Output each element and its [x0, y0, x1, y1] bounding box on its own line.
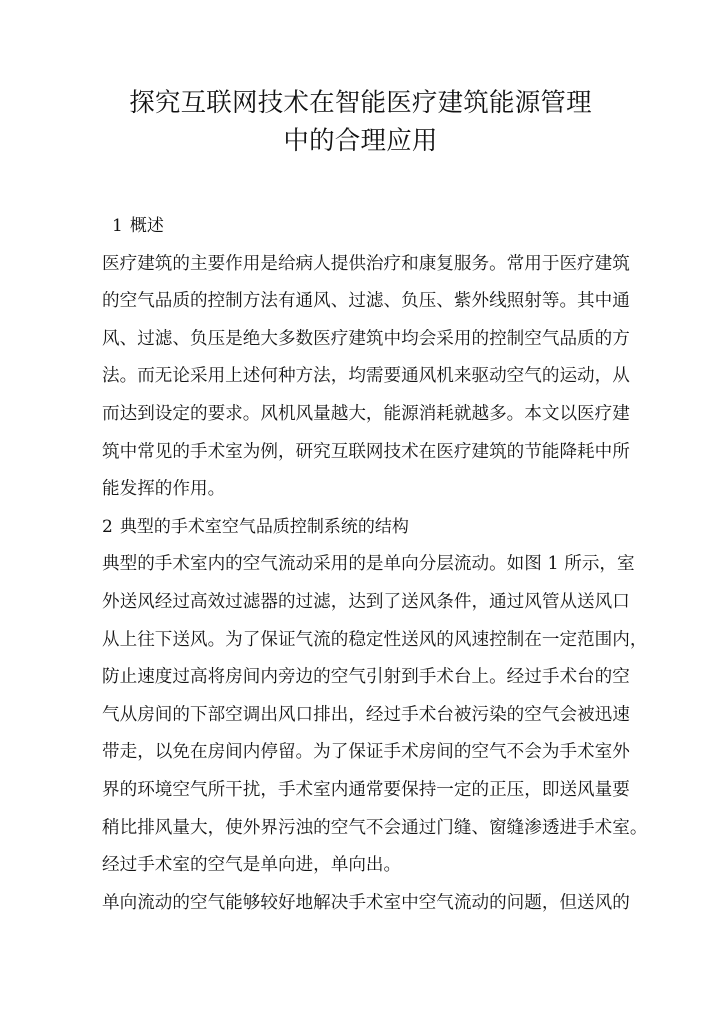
text-line: 稍比排风量大，使外界污浊的空气不会通过门缝、窗缝渗透进手术室。 — [102, 817, 648, 838]
text-line: 界的环境空气所干扰，手术室内通常要保持一定的正压，即送风量要 — [102, 779, 630, 800]
section-number-1: 1 — [112, 216, 123, 236]
section-heading-1 — [102, 208, 619, 246]
text-line: 风、过滤、负压是绝大多数医疗建筑中均会采用的控制空气品质的方 — [102, 328, 630, 349]
paragraph-1 — [102, 246, 630, 509]
paragraph-3 — [102, 885, 630, 923]
document-title — [102, 0, 619, 160]
text-line: 的空气品质的控制方法有通风、过滤、负压、紫外线照射等。其中通 — [102, 291, 630, 312]
text-line: 单向流动的空气能够较好地解决手术室中空气流动的问题，但送风的 — [102, 892, 630, 913]
title-body-spacer — [102, 160, 619, 208]
text-line: 而达到设定的要求。风机风量越大，能源消耗就越多。本文以医疗建 — [102, 403, 630, 424]
text-line: 防止速度过高将房间内旁边的空气引射到手术台上。经过手术台的空 — [102, 667, 630, 688]
text-line: 医疗建筑的主要作用是给病人提供治疗和康复服务。常用于医疗建筑 — [102, 253, 630, 274]
document-title-line-1: 探究互联网技术在智能医疗建筑能源管理 — [129, 88, 592, 118]
text-line: 筑中常见的手术室为例，研究互联网技术在医疗建筑的节能降耗中所 — [102, 441, 630, 462]
text-line: 从上往下送风。为了保证气流的稳定性送风的风速控制在一定范围内， — [102, 629, 648, 650]
section-title-1: 概述 — [129, 216, 164, 236]
text-line: 气从房间的下部空调出风口排出，经过手术台被污染的空气会被迅速 — [102, 704, 630, 725]
text-line: 外送风经过高效过滤器的过滤，达到了送风条件，通过风管从送风口 — [102, 591, 630, 612]
document-title-line-2: 中的合理应用 — [283, 126, 438, 156]
text-line: 法。而无论采用上述何种方法，均需要通风机来驱动空气的运动，从 — [102, 366, 630, 387]
text-line: 经过手术室的空气是单向进，单向出。 — [102, 855, 402, 876]
section-number-2: 2 — [102, 516, 113, 537]
page-content — [102, 0, 648, 922]
text-line: 典型的手术室内的空气流动采用的是单向分层流动。如图 1 所示，室 — [102, 554, 635, 575]
text-line: 带走，以免在房间内停留。为了保证手术房间的空气不会为手术室外 — [102, 742, 630, 763]
paragraph-2 — [102, 546, 648, 884]
section-heading-2 — [102, 509, 619, 547]
section-title-2: 典型的手术室空气品质控制系统的结构 — [119, 516, 409, 537]
text-line: 能发挥的作用。 — [102, 479, 226, 500]
